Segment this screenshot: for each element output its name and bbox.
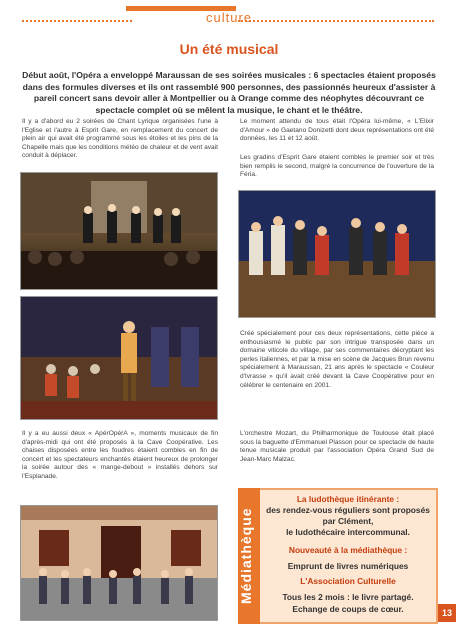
col2-paragraph-2: Les gradins d'Esprit Gare étaient combles le premier soir et très bien remplis le second, malgré la concurrence de l'ouverture de la Féria.	[240, 154, 434, 179]
association-line-2: Echange de coups de cœur.	[292, 604, 404, 614]
col2-paragraph-1: Le moment attendu de tous était l'Opéra lui-même, « L'Elixir d'Amour » de Gaetano Donizetti dont deux représentations ont été données, les 11 et 12 août.	[240, 118, 434, 143]
photo-aperopera-art	[21, 297, 217, 419]
mediatheque-news-line: Emprunt de livres numériques	[287, 561, 409, 571]
photo-elixir-damour	[238, 190, 436, 318]
section-label: culture	[205, 10, 253, 25]
photo-cave-cooperative	[20, 505, 218, 621]
col1-paragraph-1: Il y a d'abord eu 2 soirées de Chant Lyrique organisées l'une à l'Eglise et l'autre à Esprit Gare, en remplacement du concert de plein air qui avait été programmé sous les étoiles et les pins de la Chapelle mais que les conditions météo de chaleur et de vent avait conduit à déplacer.	[22, 118, 218, 160]
ludotheque-line-2: le ludothécaire intercommunal.	[286, 527, 410, 537]
photo-lyric-concert-art	[21, 173, 217, 289]
photo-elixir-damour-art	[239, 191, 435, 317]
mediatheque-news-heading: Nouveauté à la médiathèque :	[288, 545, 408, 555]
photo-aperopera	[20, 296, 218, 420]
col2-paragraph-3: Créé spécialement pour ces deux représentations, cette pièce a enthousiasmé le public par son intrigue transposée dans un domaine viticole du village, par ses commentaires décryptant les perles italiennes, et par la mise en scène de Jacques Brun revenu spécialement à Maraussan, 21 ans après le spectacle « Couleur d'Ivrasse » qu'il avait créé devant la Cave Coopérative pour en célébrer le centenaire en 2001.	[240, 330, 434, 389]
ludotheque-heading: La ludothèque itinérante :	[296, 494, 400, 504]
page-number: 13	[438, 604, 456, 622]
ludotheque-line-1: des rendez-vous réguliers sont proposés par Clément,	[266, 505, 430, 526]
photo-lyric-concert	[20, 172, 218, 290]
association-line-1: Tous les 2 mois : le livre partagé.	[282, 592, 414, 602]
article-lead: Début août, l'Opéra a enveloppé Maraussan de ses soirées musicales : 6 spectacles étaient proposés dans des formules diverses et ils ont rassemblé 900 personnes, des passionnés heureux d'assister à pareil concert sans devoir aller à Montpellier ou à Orange comme des néophytes découvrant ce spectacle complet où se mêlent la musique, le chant et le théâtre.	[22, 70, 436, 115]
col1-paragraph-2: Il y a eu aussi deux « ApérOpérA », moments musicaux de fin d'après-midi qui ont été proposés à la Cave Coopérative. Les chaises disposées entre les foudres étaient combles en fin de concert et les spectateurs enchantés étaient heureux de prolonger la soirée autour des « mange-debout » installés dehors sur l'Esplanade.	[22, 430, 218, 480]
association-heading: L'Association Culturelle	[300, 576, 396, 586]
article-title: Un été musical	[179, 41, 279, 57]
photo-cave-cooperative-art	[21, 506, 217, 620]
col2-paragraph-4: L'orchestre Mozart, du Philharmonique de Toulouse était placé sous la baguette d'Emmanuel Plasson pour ce spectacle de haute tenue musicale produit par l'association Opéra Grand Sud de Jean-Marc Malzac.	[240, 430, 434, 463]
mediatheque-label: Médiathèque	[238, 507, 254, 605]
